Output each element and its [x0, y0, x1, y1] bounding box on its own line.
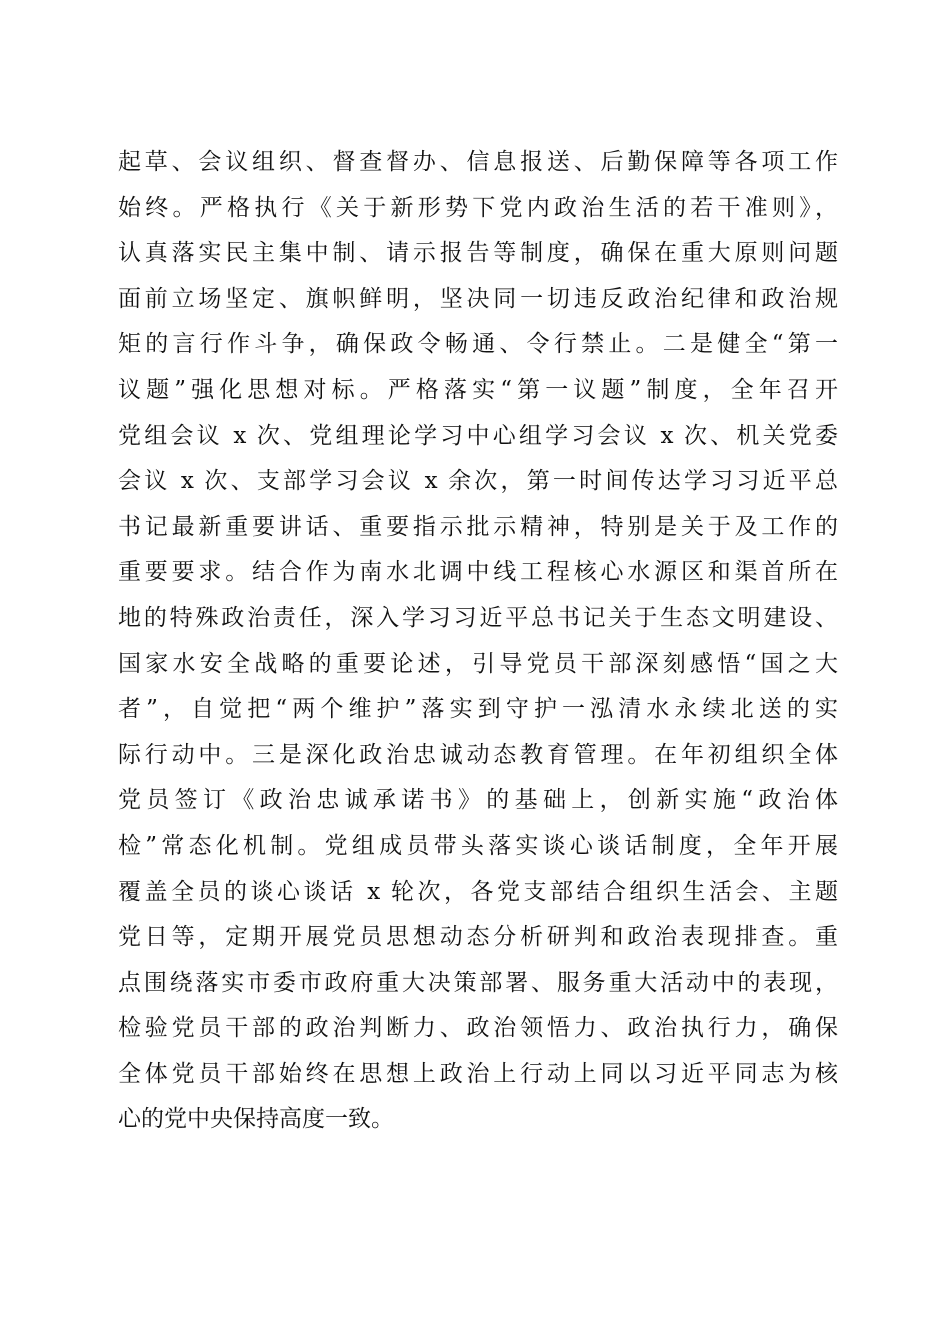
text-line: 认真落实民主集中制、请示报告等制度，确保在重大原则问题 — [118, 240, 838, 267]
text-line: 起草、会议组织、督查督办、信息报送、后勤保障等各项工作 — [118, 149, 838, 175]
text-line: 者”，自觉把“两个维护”落实到守护一泓清水永续北送的实 — [118, 696, 838, 723]
text-line: 覆盖全员的谈心谈话 x 轮次，各党支部结合组织生活会、主题 — [118, 878, 838, 905]
text-line: 地的特殊政治责任，深入学习习近平总书记关于生态文明建设、 — [118, 604, 838, 631]
text-line: 矩的言行作斗争，确保政令畅通、令行禁止。二是健全“第一 — [118, 331, 838, 358]
text-line: 际行动中。三是深化政治忠诚动态教育管理。在年初组织全体 — [118, 741, 838, 768]
text-line: 检验党员干部的政治判断力、政治领悟力、政治执行力，确保 — [118, 1015, 838, 1042]
body-paragraph — [118, 140, 838, 1143]
text-line: 国家水安全战略的重要论述，引导党员干部深刻感悟“国之大 — [118, 650, 838, 677]
text-line: 党组会议 x 次、党组理论学习中心组学习会议 x 次、机关党委 — [118, 422, 838, 449]
text-line: 全体党员干部始终在思想上政治上行动上同以习近平同志为核 — [118, 1060, 838, 1087]
text-line: 党员签订《政治忠诚承诺书》的基础上，创新实施“政治体 — [118, 787, 838, 814]
text-line: 党日等，定期开展党员思想动态分析研判和政治表现排查。重 — [118, 924, 838, 951]
text-line: 重要要求。结合作为南水北调中线工程核心水源区和渠首所在 — [118, 559, 838, 586]
text-line: 面前立场坚定、旗帜鲜明，坚决同一切违反政治纪律和政治规 — [118, 285, 838, 312]
text-line: 始终。严格执行《关于新形势下党内政治生活的若干准则》， — [118, 194, 838, 221]
text-line: 议题”强化思想对标。严格落实“第一议题”制度，全年召开 — [118, 376, 838, 403]
text-line: 书记最新重要讲话、重要指示批示精神，特别是关于及工作的 — [118, 513, 838, 540]
text-line: 会议 x 次、支部学习会议 x 余次，第一时间传达学习习近平总 — [118, 468, 838, 495]
text-line: 检”常态化机制。党组成员带头落实谈心谈话制度，全年开展 — [118, 832, 838, 859]
text-line: 心的党中央保持高度一致。 — [118, 1106, 394, 1133]
text-line: 点围绕落实市委市政府重大决策部署、服务重大活动中的表现， — [118, 969, 838, 996]
